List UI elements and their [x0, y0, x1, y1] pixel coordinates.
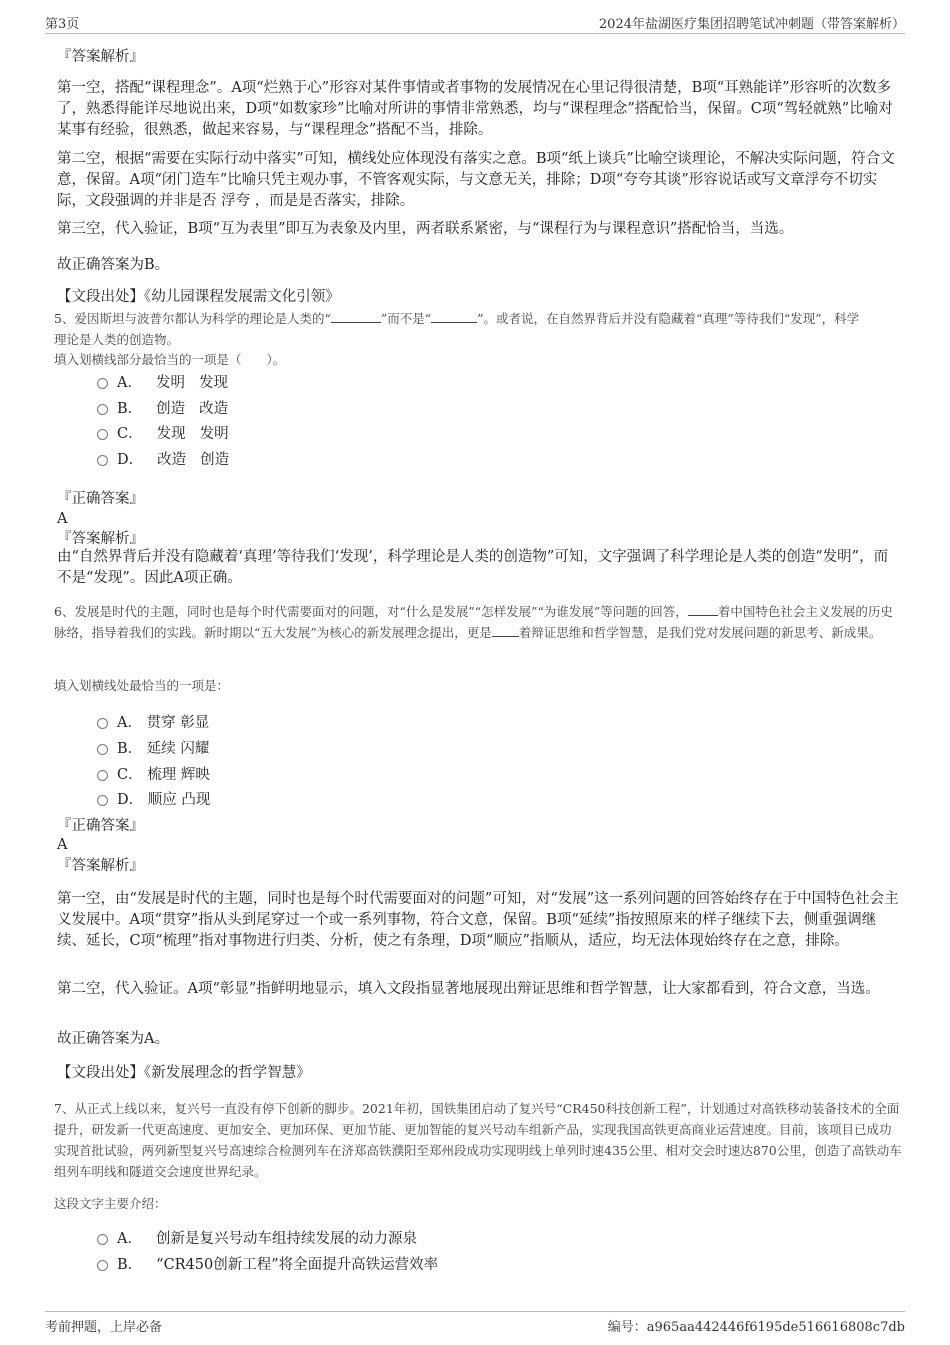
radio-icon[interactable] — [97, 770, 108, 781]
q4-conclusion: 故正确答案为B。 — [57, 257, 170, 273]
q6-prompt: 填入划横线处最恰当的一项是： — [54, 678, 230, 693]
radio-icon[interactable] — [97, 1234, 108, 1245]
radio-icon[interactable] — [97, 378, 108, 389]
q5-option-a[interactable]: A． 发明 发现 — [97, 370, 228, 392]
q5-answer-label: 『正确答案』 — [57, 491, 144, 507]
q6-blank-2 — [492, 623, 519, 637]
q4-source: 【文段出处】《幼儿园课程发展需文化引领》 — [57, 289, 340, 305]
q7-option-a[interactable]: A． 创新是复兴号动车组持续发展的动力源泉 — [97, 1226, 417, 1248]
q6-source: 【文段出处】《新发展理念的哲学智慧》 — [57, 1065, 311, 1081]
radio-icon[interactable] — [97, 455, 108, 466]
q4-analysis-p1: 第一空，搭配“课程理念”。A项“烂熟于心”形容对某件事情或者事物的发展情况在心里记得很清楚，B项“耳熟能详”形容听的次数多了，熟悉得能详尽地说出来，D项“如数家珍”比喻对所讲的事情非常熟悉，均与“课程理念”搭配恰当，保留。C项“驾轻就熟”比喻对某事有经验，很熟悉，做起来容易，与“课程理念”搭配不当，排除。 — [57, 80, 893, 138]
radio-icon[interactable] — [97, 1260, 108, 1271]
radio-icon[interactable] — [97, 404, 108, 415]
page-header — [45, 11, 905, 34]
q6-analysis-p2: 第二空，代入验证。A项“彰显”指鲜明地显示，填入文段指显著地展现出辩证思维和哲学智慧，让大家都看到，符合文意，当选。 — [57, 981, 880, 997]
q6-option-b[interactable]: B． 延续 闪耀 — [97, 736, 209, 758]
footer-slogan: 考前押题，上岸必备 — [45, 1320, 163, 1335]
document-id: 编号：a965aa442446f6195de516616808c7db — [607, 1320, 905, 1335]
q6-option-a[interactable]: A． 贯穿 彰显 — [97, 710, 209, 732]
q6-answer-label: 『正确答案』 — [57, 818, 144, 834]
radio-icon[interactable] — [97, 795, 108, 806]
q5-answer: A — [57, 511, 68, 527]
q4-analysis-p3: 第三空，代入验证，B项“互为表里”即互为表象及内里，两者联系紧密，与“课程行为与课程意识”搭配恰当，当选。 — [57, 221, 794, 237]
radio-icon[interactable] — [97, 744, 108, 755]
q5-analysis: 由“自然界背后并没有隐藏着‘真理’等待我们‘发现’，科学理论是人类的创造物”可知，文字强调了科学理论是人类的创造“发明”，而不是“发现”。因此A项正确。 — [57, 549, 889, 586]
q6-analysis-label: 『答案解析』 — [57, 858, 144, 874]
q5-blank-2 — [431, 309, 477, 323]
radio-icon[interactable] — [97, 718, 108, 729]
q6-analysis-p1: 第一空，由“发展是时代的主题，同时也是每个时代需要面对的问题”可知，对“发展”这一系列问题的回答始终存在于中国特色社会主义发展中。A项“贯穿”指从头到尾穿过一个或一系列事物，符合文意，保留。B项“延续”指按照原来的样子继续下去，侧重强调继续、延长，C项“梳理”指对事物进行归类、分析，使之有条理，D项“顺应”指顺从，适应，均无法体现始终存在之意，排除。 — [57, 891, 899, 949]
q6-option-c[interactable]: C． 梳理 辉映 — [97, 762, 210, 784]
q7-prompt: 这段文字主要介绍： — [54, 1196, 167, 1211]
q5-prompt: 填入划横线部分最恰当的一项是（ ）。 — [54, 352, 286, 367]
q7-stem: 7、从正式上线以来，复兴号一直没有停下创新的脚步。2021年初，国铁集团启动了复兴号“CR450科技创新工程”，计划通过对高铁移动装备技术的全面提升，研发新一代更高速度、更加安全、更加环保、更加节能、更加智能的复兴号动车组新产品，实现我国高铁更高商业运营速度。目前，该项目已成功实现首批试验，两列新型复兴号高速综合检测列车在济郑高铁濮阳至郑州段成功实现明线上单列时速435公里、相对交会时速达870公里，创造了高铁动车组列车明线和隧道交会速度世界纪录。 — [54, 1101, 902, 1179]
q6-stem: 6、发展是时代的主题，同时也是每个时代需要面对的问题，对“什么是发展”“怎样发展”“为谁发展”等问题的回答， 着中国特色社会主义发展的历史脉络，指导着我们的实践。新时期以“五大发展”为核心的新发展理念提出，更是 着辩证思维和哲学智慧，是我们党对发展问题的新思考、新成果。 — [54, 604, 893, 640]
q5-blank-1 — [331, 309, 381, 323]
document-title: 2024年盐湖医疗集团招聘笔试冲刺题（带答案解析） — [598, 17, 905, 32]
q4-analysis-p2: 第二空，根据“需要在实际行动中落实”可知，横线处应体现没有落实之意。B项“纸上谈兵”比喻空谈理论，不解决实际问题，符合文意，保留。A项“闭门造车”比喻只凭主观办事，不管客观实际，与文意无关，排除；D项“夸夸其谈”形容说话或写文章浮夸不切实际，文段强调的并非是否 浮夸 ，而是是否落实，排除。 — [57, 151, 895, 209]
q4-analysis-label: 『答案解析』 — [57, 49, 144, 65]
radio-icon[interactable] — [97, 429, 108, 440]
q7-option-b[interactable]: B． “CR450创新工程”将全面提升高铁运营效率 — [97, 1252, 438, 1274]
q5-stem: 5、爱因斯坦与波普尔都认为科学的理论是人类的“ ”而不是“ ”。或者说，在自然界背后并没有隐藏着“真理”等待我们“发现”，科学 理论是人类的创造物。 — [54, 311, 860, 347]
q5-analysis-label: 『答案解析』 — [57, 531, 144, 547]
q5-option-c[interactable]: C． 发现 发明 — [97, 421, 229, 443]
q5-option-b[interactable]: B． 创造 改造 — [97, 396, 228, 418]
q6-answer: A — [57, 837, 68, 853]
q6-conclusion: 故正确答案为A。 — [57, 1031, 169, 1047]
q6-blank-1 — [688, 602, 718, 616]
page-footer — [45, 1311, 905, 1336]
q6-option-d[interactable]: D． 顺应 凸现 — [97, 787, 210, 809]
page-number: 第3页 — [45, 17, 80, 32]
q5-option-d[interactable]: D． 改造 创造 — [97, 447, 229, 469]
